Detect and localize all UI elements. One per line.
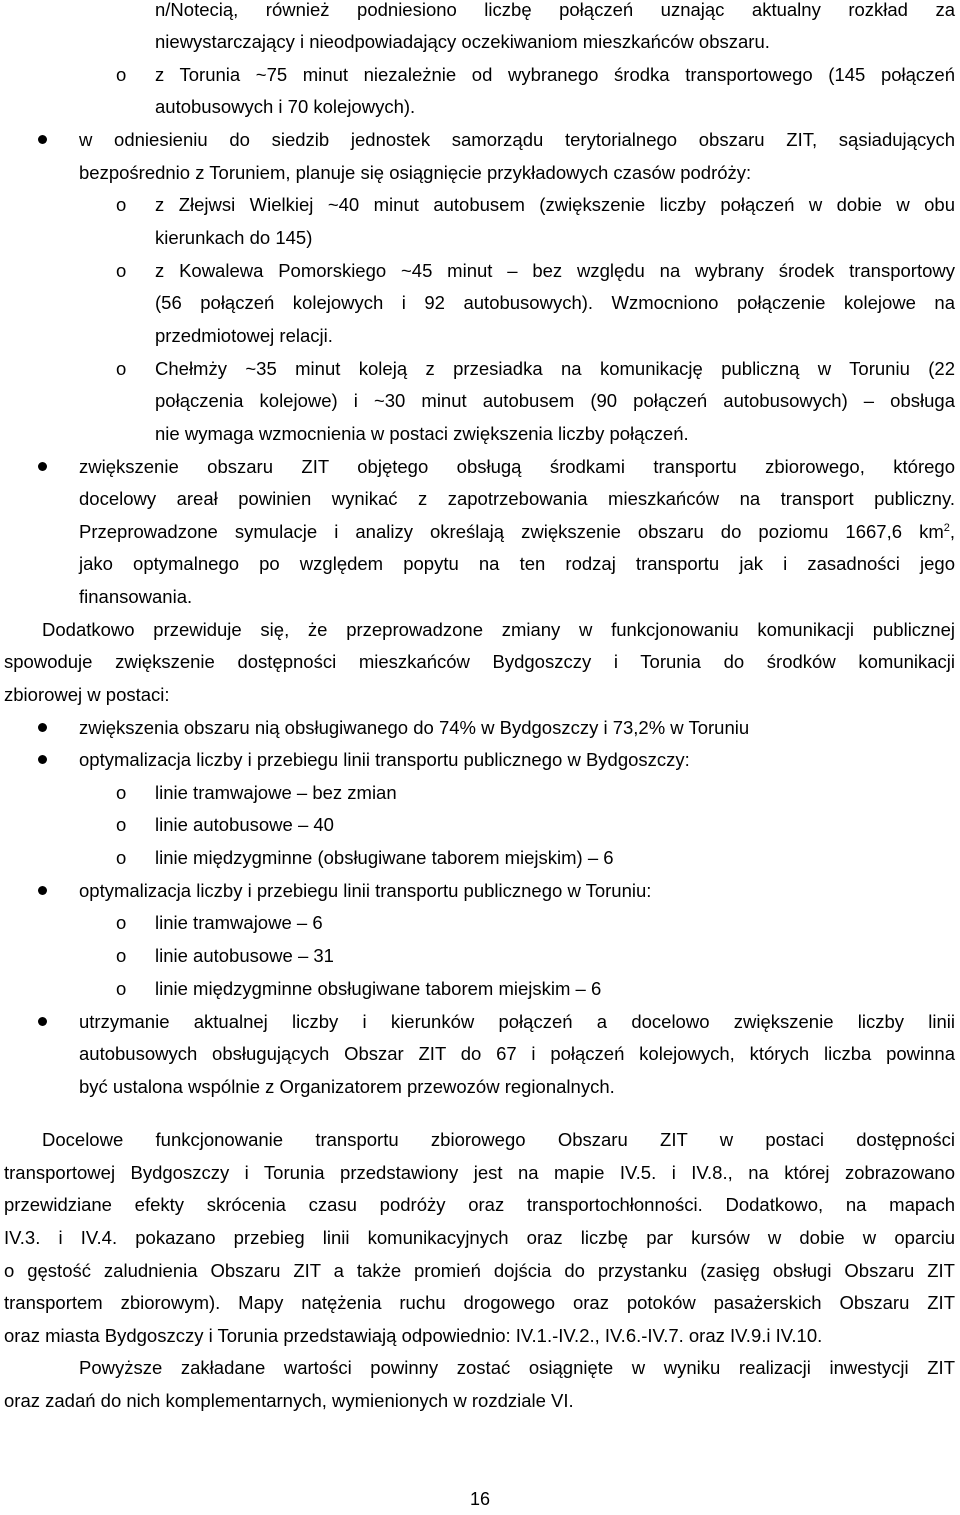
text-line: utrzymanie aktualnej liczby i kierunków połączeń a docelowo zwiększenie liczby linii xyxy=(79,1011,955,1032)
bullet-icon xyxy=(38,1017,47,1026)
text-line: nie wymaga wzmocnienia w postaci zwiększenia liczby połączeń. xyxy=(155,423,689,444)
text-line: zwiększenia obszaru nią obsługiwanego do 74% w Bydgoszczy i 73,2% w Toruniu xyxy=(79,717,750,738)
text-line: z Złejwsi Wielkiej ~40 minut autobusem (zwiększenie liczby połączeń w dobie w obu xyxy=(155,194,955,215)
text-line: bezpośrednio z Toruniem, planuje się osiągnięcie przykładowych czasów podróży: xyxy=(79,162,752,183)
sub-bullet-marker: o xyxy=(116,978,127,999)
text-line: przedmiotowej relacji. xyxy=(155,325,333,346)
sub-bullet-marker: o xyxy=(116,847,127,868)
sub-bullet-marker: o xyxy=(116,782,127,803)
text-line: Powyższe zakładane wartości powinny zostać osiągnięte w wyniku realizacji inwestycji ZIT xyxy=(79,1357,955,1378)
page-number: 16 xyxy=(469,1489,491,1509)
text-segment: Przeprowadzone symulacje i analizy określają zwiększenie obszaru do poziomu 1667,6 km xyxy=(79,521,944,542)
text-line xyxy=(79,516,955,548)
text-line: oraz miasta Bydgoszczy i Torunia przedstawiają odpowiednio: IV.1.-IV.2., IV.6.-IV.7. oraz IV.9.i IV.10. xyxy=(4,1325,823,1346)
text-segment: , xyxy=(949,521,955,542)
text-line: docelowy areał powinien wynikać z zapotrzebowania mieszkańców na transport publiczny. xyxy=(79,488,955,509)
text-line: autobusowych i 70 kolejowych). xyxy=(155,96,416,117)
sub-bullet-marker: o xyxy=(116,260,127,281)
sub-bullet-marker: o xyxy=(116,194,127,215)
text-line: kierunkach do 145) xyxy=(155,227,313,248)
text-line: połączenia kolejowe) i ~30 minut autobusem (90 połączeń autobusowych) – obsługa xyxy=(155,390,955,411)
bullet-icon xyxy=(38,723,47,732)
text-line: o gęstość zaludnienia Obszaru ZIT a także promień dojścia do przystanku (zasięg obsługi Obszaru ZIT xyxy=(4,1260,955,1281)
text-line: autobusowych obsługujących Obszar ZIT do 67 i połączeń kolejowych, których liczba powinna xyxy=(79,1043,955,1064)
sub-bullet-marker: o xyxy=(116,814,127,835)
text-line: w odniesieniu do siedzib jednostek samorządu terytorialnego obszaru ZIT, sąsiadujących xyxy=(79,129,955,150)
text-line: być ustalona wspólnie z Organizatorem przewozów regionalnych. xyxy=(79,1076,615,1097)
text-line: linie autobusowe – 31 xyxy=(155,945,334,966)
text-line: optymalizacja liczby i przebiegu linii transportu publicznego w Bydgoszczy: xyxy=(79,749,690,770)
sub-bullet-marker: o xyxy=(116,64,127,85)
text-line: transportowej Bydgoszczy i Torunia przedstawiony jest na mapie IV.5. i IV.8., na której zobrazowano xyxy=(4,1162,955,1183)
text-line: Docelowe funkcjonowanie transportu zbiorowego Obszaru ZIT w postaci dostępności xyxy=(42,1129,955,1150)
text-line: jako optymalnego po względem popytu na ten rodzaj transportu jak i zasadności jego xyxy=(79,553,955,574)
text-line: z Kowalewa Pomorskiego ~45 minut – bez względu na wybrany środek transportowy xyxy=(155,260,955,281)
text-line: n/Notecią, również podniesiono liczbę połączeń uznając aktualny rozkład za xyxy=(155,0,955,20)
text-line: optymalizacja liczby i przebiegu linii transportu publicznego w Toruniu: xyxy=(79,880,652,901)
superscript: 2 xyxy=(943,521,950,534)
text-line: linie międzygminne obsługiwane taborem miejskim – 6 xyxy=(155,978,602,999)
sub-bullet-marker: o xyxy=(116,912,127,933)
sub-bullet-marker: o xyxy=(116,945,127,966)
bullet-icon xyxy=(38,462,47,471)
text-line: linie tramwajowe – 6 xyxy=(155,912,323,933)
text-line: transportem zbiorowym). Mapy natężenia ruchu drogowego oraz potoków pasażerskich Obszaru ZIT xyxy=(4,1292,955,1313)
sub-bullet-marker: o xyxy=(116,358,127,379)
text-line: zwiększenie obszaru ZIT objętego obsługą środkami transportu zbiorowego, którego xyxy=(79,456,955,477)
text-line: finansowania. xyxy=(79,586,193,607)
text-line: zbiorowej w postaci: xyxy=(4,684,170,705)
text-line: linie tramwajowe – bez zmian xyxy=(155,782,397,803)
text-line: (56 połączeń kolejowych i 92 autobusowych). Wzmocniono połączenie kolejowe na xyxy=(155,292,955,313)
text-line: z Torunia ~75 minut niezależnie od wybranego środka transportowego (145 połączeń xyxy=(155,64,955,85)
text-line: Chełmży ~35 minut koleją z przesiadka na komunikację publiczną w Toruniu (22 xyxy=(155,358,955,379)
bullet-icon xyxy=(38,886,47,895)
text-line: przewidziane efekty skrócenia czasu podróży oraz transportochłonności. Dodatkowo, na mapach xyxy=(4,1194,955,1215)
text-line: niewystarczający i nieodpowiadający oczekiwaniom mieszkańców obszaru. xyxy=(155,31,770,52)
bullet-icon xyxy=(38,755,47,764)
text-line: spowoduje zwiększenie dostępności mieszkańców Bydgoszczy i Torunia do środków komunikacji xyxy=(4,651,955,672)
text-line: linie międzygminne (obsługiwane taborem miejskim) – 6 xyxy=(155,847,614,868)
bullet-icon xyxy=(38,135,47,144)
text-line: IV.3. i IV.4. pokazano przebieg linii komunikacyjnych oraz liczbę par kursów w dobie w oparciu xyxy=(4,1227,955,1248)
text-line: Dodatkowo przewiduje się, że przeprowadzone zmiany w funkcjonowaniu komunikacji publicznej xyxy=(42,619,955,640)
text-line: oraz zadań do nich komplementarnych, wymienionych w rozdziale VI. xyxy=(4,1390,574,1411)
text-line: linie autobusowe – 40 xyxy=(155,814,334,835)
